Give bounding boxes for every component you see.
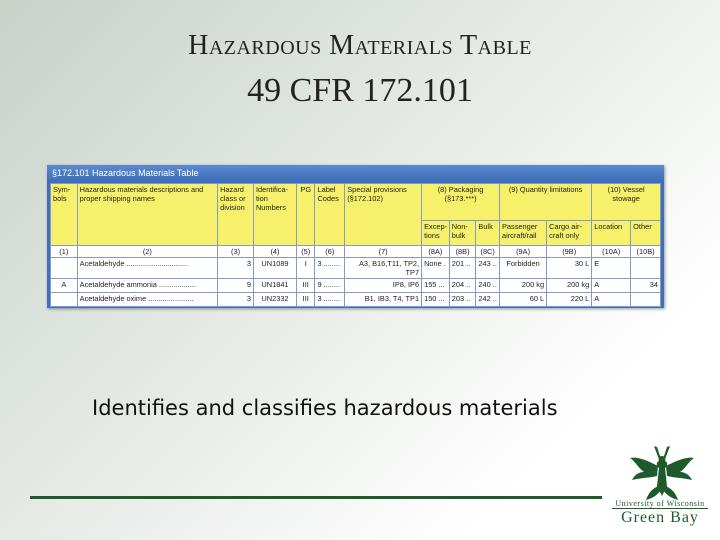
- cell-cargo: 220 L: [547, 293, 592, 307]
- table-row: [51, 279, 661, 293]
- column-number: (8B): [449, 246, 476, 258]
- table-row: [51, 293, 661, 307]
- column-number: (9B): [547, 246, 592, 258]
- cell-hazard-class: 9: [218, 279, 254, 293]
- cell-description: Acetaldehyde ammonia ..................: [77, 279, 217, 293]
- cell-passenger: 60 L: [499, 293, 546, 307]
- cell-label-codes: 9 ........: [315, 279, 345, 293]
- column-number: (8A): [422, 246, 450, 258]
- cell-non-bulk: 201 ..: [449, 258, 476, 279]
- slide-title-line2: 49 CFR 172.101: [247, 72, 473, 109]
- header-other: Other: [631, 221, 661, 246]
- cell-symbol: [51, 258, 78, 279]
- cell-cargo: 200 kg: [547, 279, 592, 293]
- column-number: (10B): [631, 246, 661, 258]
- column-number: (4): [253, 246, 296, 258]
- header-bulk: Bulk: [476, 221, 500, 246]
- header-hazard-class: Hazard class or division: [218, 184, 254, 246]
- column-number: (2): [77, 246, 217, 258]
- header-quantity: (9) Quantity limitations: [499, 184, 591, 221]
- header-exceptions: Excep-tions: [422, 221, 450, 246]
- column-number: (6): [315, 246, 345, 258]
- cell-passenger: 200 kg: [499, 279, 546, 293]
- hazmat-table: [50, 183, 661, 307]
- cell-pg: III: [297, 279, 315, 293]
- cell-symbol: A: [51, 279, 78, 293]
- cell-description: Acetaldehyde ..............................: [77, 258, 217, 279]
- cell-passenger: Forbidden: [499, 258, 546, 279]
- cell-special-provisions: A3, B16,T11, TP2, TP7: [345, 258, 422, 279]
- header-description: Hazardous materials descriptions and proper shipping names: [77, 184, 217, 246]
- header-pg: PG: [297, 184, 315, 246]
- cell-other: [631, 293, 661, 307]
- cell-other: [631, 258, 661, 279]
- cell-special-provisions: B1, IB3, T4, TP1: [345, 293, 422, 307]
- cell-id-number: UN1089: [253, 258, 296, 279]
- cell-label-codes: 3 ........: [315, 293, 345, 307]
- slide-subtitle: Identifies and classifies hazardous materials: [92, 396, 558, 420]
- cell-bulk: 242 ..: [476, 293, 500, 307]
- hazmat-table-image: [47, 165, 664, 308]
- column-number-row: [51, 246, 661, 258]
- cell-id-number: UN2332: [253, 293, 296, 307]
- cell-bulk: 240 ..: [476, 279, 500, 293]
- cell-non-bulk: 204 ..: [449, 279, 476, 293]
- header-packaging: (8) Packaging (§173.***): [422, 184, 500, 221]
- column-number: (7): [345, 246, 422, 258]
- table-row: [51, 258, 661, 279]
- header-non-bulk: Non-bulk: [449, 221, 476, 246]
- header-label-codes: Label Codes: [315, 184, 345, 246]
- table-caption: §172.101 Hazardous Materials Table: [47, 165, 664, 181]
- cell-label-codes: 3 ........: [315, 258, 345, 279]
- campus-name: Green Bay: [621, 509, 699, 526]
- cell-special-provisions: IP8, IP6: [345, 279, 422, 293]
- cell-symbol: [51, 293, 78, 307]
- footer-divider: [30, 496, 602, 499]
- cell-pg: I: [297, 258, 315, 279]
- header-special-provisions: Special provisions (§172.102): [345, 184, 422, 246]
- column-number: (5): [297, 246, 315, 258]
- phoenix-logo-icon: [626, 442, 698, 502]
- header-passenger: Passenger aircraft/rail: [499, 221, 546, 246]
- cell-other: 34: [631, 279, 661, 293]
- column-number: (8C): [476, 246, 500, 258]
- header-id-numbers: Identifica-tion Numbers: [253, 184, 296, 246]
- column-number: (3): [218, 246, 254, 258]
- cell-hazard-class: 3: [218, 258, 254, 279]
- university-name: University of Wisconsin: [615, 499, 705, 508]
- header-vessel: (10) Vessel stowage: [592, 184, 661, 221]
- cell-pg: III: [297, 293, 315, 307]
- header-cargo: Cargo air-craft only: [547, 221, 592, 246]
- cell-description: Acetaldehyde oxime ......................: [77, 293, 217, 307]
- cell-location: A: [592, 293, 631, 307]
- header-location: Location: [592, 221, 631, 246]
- column-number: (9A): [499, 246, 546, 258]
- cell-id-number: UN1841: [253, 279, 296, 293]
- cell-cargo: 30 L: [547, 258, 592, 279]
- slide-title-line1: Hazardous Materials Table: [188, 30, 532, 61]
- header-symbols: Sym-bols: [51, 184, 78, 246]
- cell-location: E: [592, 258, 631, 279]
- column-number: (1): [51, 246, 78, 258]
- cell-exceptions: 150 ...: [422, 293, 450, 307]
- column-number: (10A): [592, 246, 631, 258]
- cell-location: A: [592, 279, 631, 293]
- cell-non-bulk: 203 ..: [449, 293, 476, 307]
- cell-hazard-class: 3: [218, 293, 254, 307]
- cell-exceptions: 155 ...: [422, 279, 450, 293]
- cell-exceptions: None .: [422, 258, 450, 279]
- cell-bulk: 243 ..: [476, 258, 500, 279]
